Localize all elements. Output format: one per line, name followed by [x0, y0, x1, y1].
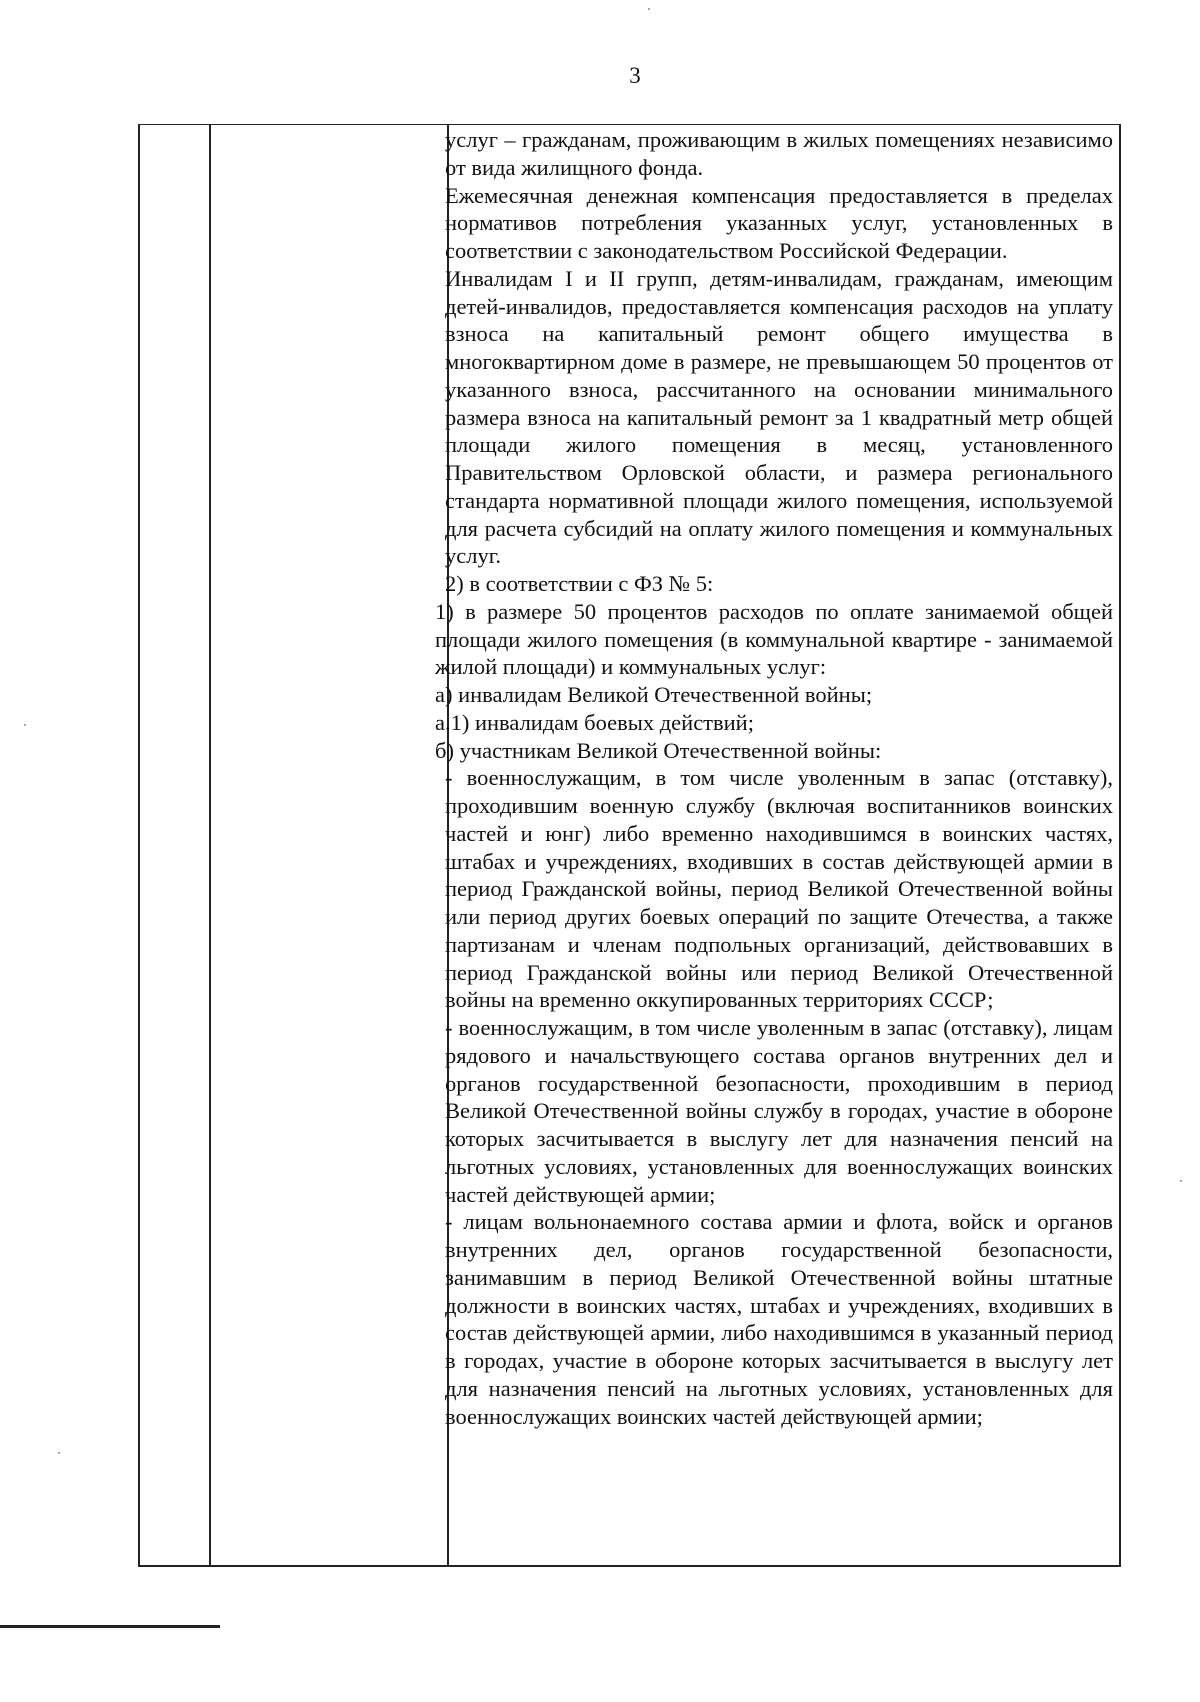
paragraph: - лицам вольнонаемного состава армии и флота, войск и органов внутренних дел, органов государственной безопасности, занимавшим в период Великой Отечественной войны штатные должности в воинских частях, штабах и учреждениях, входивших в состав действующей армии, либо находившимся в указанный период в городах, участие в обороне которых засчитывается в выслугу лет для назначения пенсий на льготных условиях, установленных для военнослужащих воинских частей действующей армии; — [445, 1209, 1113, 1429]
paragraph: Инвалидам I и II групп, детям-инвалидам, гражданам, имеющим детей-инвалидов, предоставляется компенсация расходов на уплату взноса на капитальный ремонт общего имущества в многоквартирном доме в размере, не превышающем 50 процентов от указанного взноса, рассчитанного на основании минимального размера взноса на капитальный ремонт за 1 квадратный метр общей площади жилого помещения в месяц, установленного Правительством Орловской области, и размера регионального стандарта нормативной площади жилого помещения, используемой для расчета субсидий на оплату жилого помещения и коммунальных услуг. — [445, 265, 1113, 569]
paragraph: а.1) инвалидам боевых действий; — [435, 709, 754, 735]
paragraph: Ежемесячная денежная компенсация предоставляется в пределах нормативов потребления указанных услуг, установленных в соответствии с законодательством Российской Федерации. — [445, 182, 1113, 263]
table-column-divider — [209, 125, 211, 1565]
scan-speck — [24, 724, 26, 726]
paragraph: - военнослужащим, в том числе уволенным в запас (отставку), лицам рядового и начальствующего состава органов внутренних дел и органов государственной безопасности, проходившим в период Великой Отечественной войны службу в городах, участие в обороне которых засчитывается в выслугу лет для назначения пенсий на льготных условиях, установленных для военнослужащих воинских частей действующей армии; — [445, 1015, 1113, 1207]
scan-speck — [1180, 1180, 1182, 1182]
scan-edge-line — [0, 1625, 220, 1628]
paragraph: 2) в соответствии с ФЗ № 5: — [445, 571, 714, 596]
scan-speck — [58, 1452, 60, 1454]
paragraph: 1) в размере 50 процентов расходов по оплате занимаемой общей площади жилого помещения (в коммунальной квартире - занимаемой жилой площади) и коммунальных услуг: — [435, 598, 1113, 680]
paragraph: б) участникам Великой Отечественной войны: — [435, 737, 882, 763]
page-number: 3 — [629, 63, 641, 88]
paragraph: а) инвалидам Великой Отечественной войны; — [435, 682, 873, 707]
paragraph: - военнослужащим, в том числе уволенным в запас (отставку), проходившим военную службу (включая воспитанников воинских частей и юнг) либо временно находившимся в воинских частях, штабах и учреждениях, входивших в состав действующей армии в период Гражданской войны, период Великой Отечественной войны или период других боевых операций по защите Отечества, а также партизанам и членам подпольных организаций, действовавших в период Гражданской войны или период Великой Отечественной войны на временно оккупированных территориях СССР; — [445, 765, 1113, 1013]
paragraph: услуг – гражданам, проживающим в жилых помещениях независимо от вида жилищного фонда. — [445, 127, 1113, 180]
scan-speck — [648, 8, 650, 10]
table-text-cell — [435, 126, 1113, 1430]
